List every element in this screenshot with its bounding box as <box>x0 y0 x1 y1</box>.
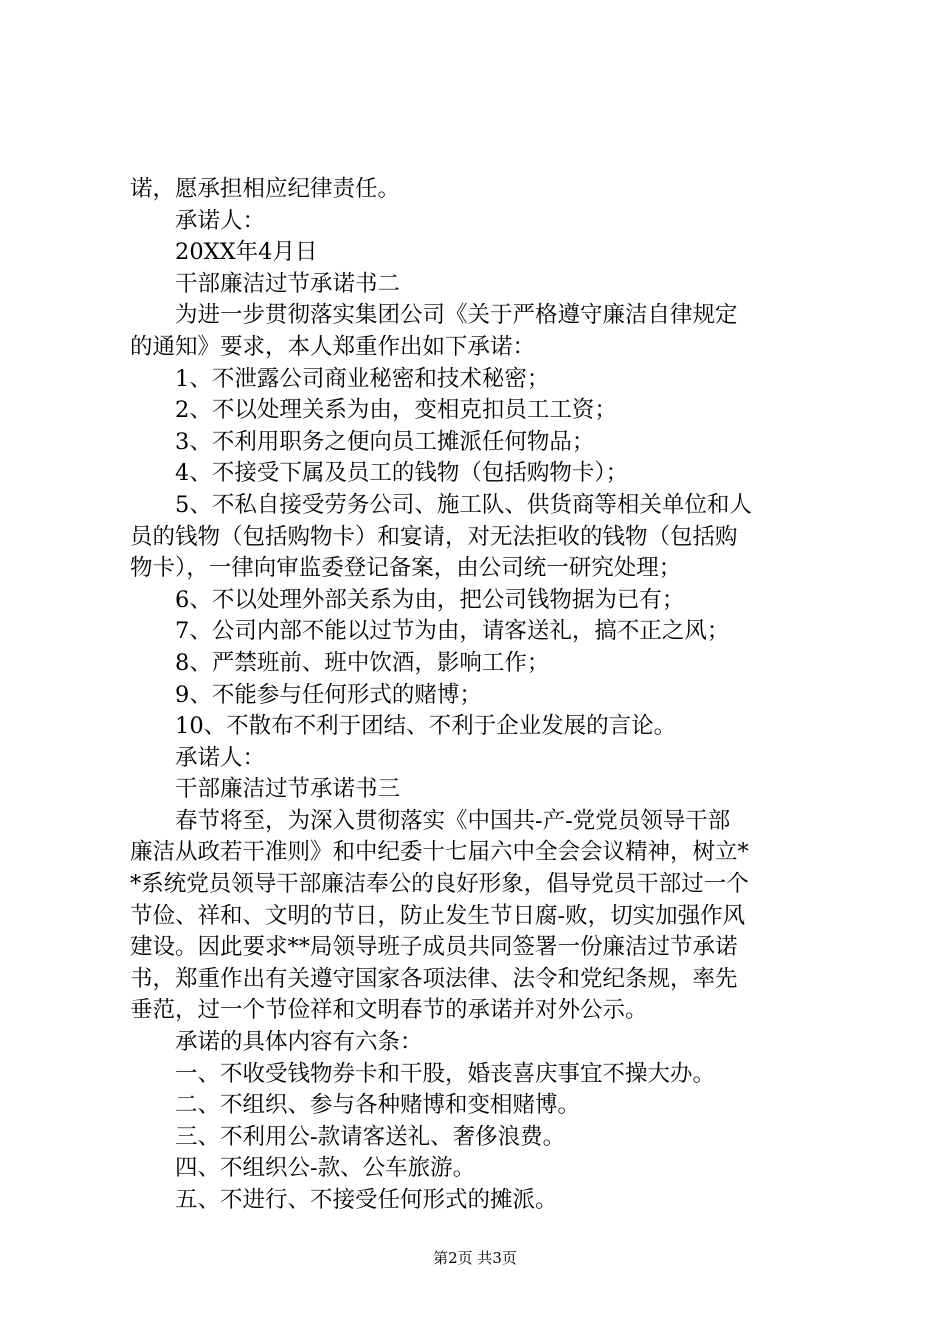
text-line: 5、不私自接受劳务公司、施工队、供货商等相关单位和人 <box>175 491 752 518</box>
text-line: 4、不接受下属及员工的钱物（包括购物卡）； <box>175 460 629 487</box>
text-line: 四、不组织公-款、公车旅游。 <box>175 1155 476 1182</box>
text-line: 10、不散布不利于团结、不利于企业发展的言论。 <box>175 713 677 740</box>
text-line: *系统党员领导干部廉洁奉公的良好形象，倡导党员干部过一个 <box>130 871 749 898</box>
text-line: 二、不组织、参与各种赌博和变相赌博。 <box>175 1092 581 1119</box>
text-line: 2、不以处理关系为由，变相克扣员工工资； <box>175 397 617 424</box>
text-line: 承诺的具体内容有六条： <box>175 1029 423 1056</box>
text-line: 员的钱物（包括购物卡）和宴请，对无法拒收的钱物（包括购 <box>130 523 738 550</box>
text-line: 节俭、祥和、文明的节日，防止发生节日腐-败，切实加强作风 <box>130 902 746 929</box>
text-line: 建设。因此要求**局领导班子成员共同签署一份廉洁过节承诺 <box>130 934 738 961</box>
text-line: 承诺人： <box>175 207 266 234</box>
text-line: 五、不进行、不接受任何形式的摊派。 <box>175 1187 558 1213</box>
text-line: 廉洁从政若干准则》和中纪委十七届六中全会会议精神，树立* <box>130 839 749 866</box>
text-line: 20XX年4月日 <box>175 239 318 266</box>
text-line: 物卡），一律向审监委登记备案，由公司统一研究处理； <box>130 555 682 582</box>
text-line: 干部廉洁过节承诺书三 <box>175 776 401 803</box>
text-line: 诺，愿承担相应纪律责任。 <box>130 176 401 202</box>
text-line: 三、不利用公-款请客送礼、奢侈浪费。 <box>175 1123 566 1150</box>
text-line: 垂范，过一个节俭祥和文明春节的承诺并对外公示。 <box>130 997 648 1024</box>
text-line: 书，郑重作出有关遵守国家各项法律、法令和党纪条规，率先 <box>130 965 738 992</box>
text-line: 一、不收受钱物券卡和干股，婚丧喜庆事宜不操大办。 <box>175 1060 716 1087</box>
text-line: 1、不泄露公司商业秘密和技术秘密； <box>175 365 550 392</box>
text-line: 的通知》要求，本人郑重作出如下承诺： <box>130 333 536 360</box>
text-line: 春节将至，为深入贯彻落实《中国共-产-党党员领导干部 <box>175 807 731 834</box>
text-line: 6、不以处理外部关系为由，把公司钱物据为已有； <box>175 586 685 613</box>
text-line: 3、不利用职务之便向员工摊派任何物品； <box>175 428 595 455</box>
text-line: 8、严禁班前、班中饮酒，影响工作； <box>175 649 550 676</box>
text-line: 干部廉洁过节承诺书二 <box>175 270 401 297</box>
page-footer: 第2页 共3页 <box>433 1249 517 1267</box>
text-line: 9、不能参与任何形式的赌博； <box>175 681 482 708</box>
text-line: 承诺人： <box>175 744 266 771</box>
text-line: 为进一步贯彻落实集团公司《关于严格遵守廉洁自律规定 <box>175 302 738 329</box>
text-line: 7、公司内部不能以过节为由，请客送礼，搞不正之风； <box>175 618 730 645</box>
document-body <box>130 174 830 1217</box>
